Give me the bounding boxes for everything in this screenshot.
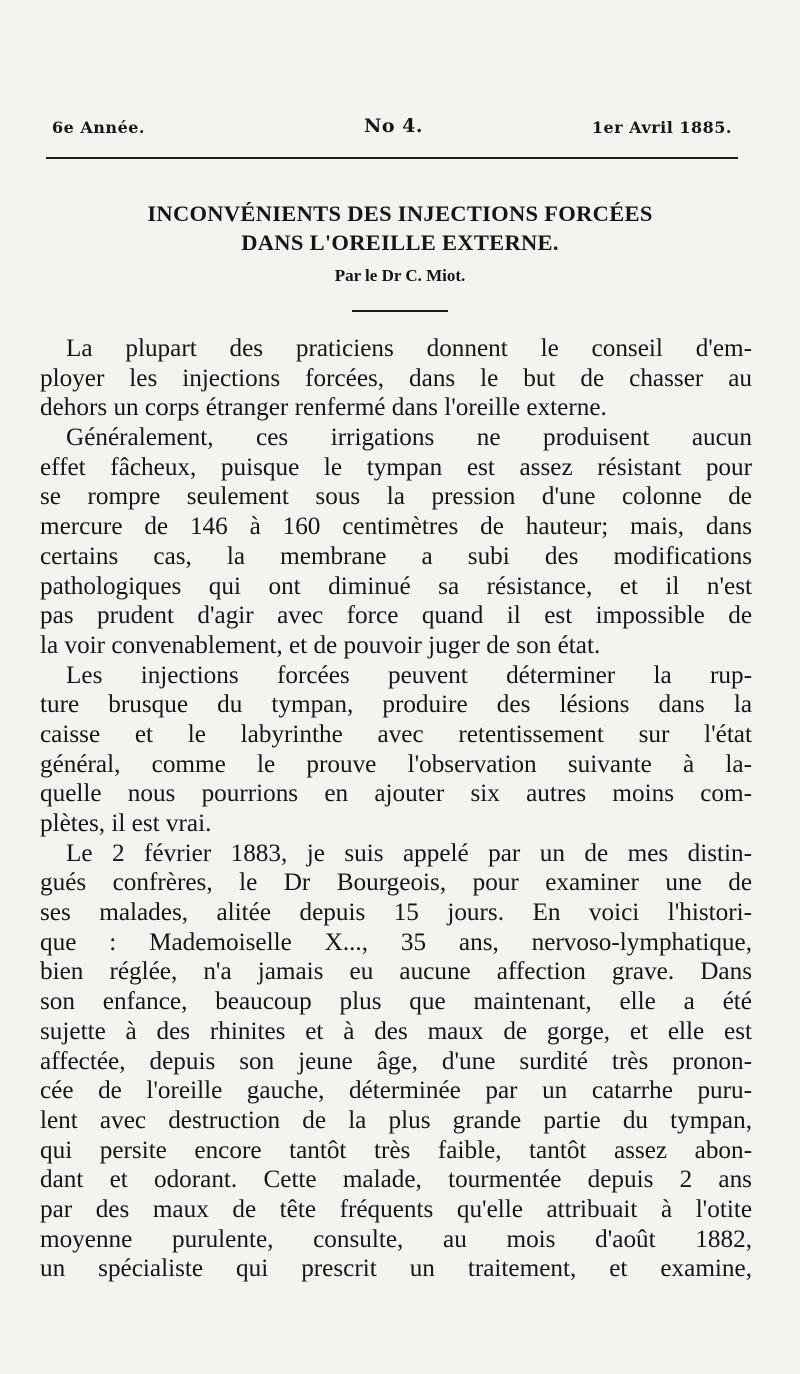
- body-line: la voir convenablement, et de pouvoir juger de son état.: [40, 631, 601, 659]
- body-line: caisse et le labyrinthe avec retentissement sur l'état: [40, 720, 752, 748]
- body-line: quelle nous pourrions en ajouter six autres moins com-: [40, 780, 752, 808]
- body-line: pathologiques qui ont diminué sa résistance, et il n'est: [40, 572, 752, 600]
- body-line: effet fâcheux, puisque le tympan est assez résistant pour: [40, 453, 752, 481]
- body-line: certains cas, la membrane a subi des modifications: [40, 542, 752, 570]
- body-line: Le 2 février 1883, je suis appelé par un de mes distin-: [66, 839, 752, 867]
- header-rule: [46, 157, 738, 159]
- body-line: général, comme le prouve l'observation suivante à la-: [40, 750, 752, 778]
- body-line: ployer les injections forcées, dans le but de chasser au: [40, 364, 752, 392]
- running-header: [52, 115, 732, 142]
- body-line: gués confrères, le Dr Bourgeois, pour examiner une de: [40, 869, 752, 897]
- body-line: mercure de 146 à 160 centimètres de hauteur; mais, dans: [40, 513, 752, 541]
- body-line: sujette à des rhinites et à des maux de gorge, et elle est: [40, 1017, 752, 1045]
- body-line: un spécialiste qui prescrit un traitement, et examine,: [40, 1255, 752, 1283]
- article-byline: Par le Dr C. Miot.: [334, 266, 466, 285]
- article-body: [40, 334, 752, 1284]
- body-line: affectée, depuis son jeune âge, d'une surdité très pronon-: [40, 1047, 752, 1075]
- issue-date: 1er Avril 1885.: [591, 118, 732, 137]
- body-line: cée de l'oreille gauche, déterminée par un catarrhe puru-: [40, 1077, 752, 1105]
- article-title-line-2: DANS L'OREILLE EXTERNE.: [241, 230, 559, 255]
- body-line: La plupart des praticiens donnent le conseil d'em-: [66, 335, 752, 362]
- body-line: Les injections forcées peuvent déterminer la rup-: [66, 661, 752, 689]
- body-line: dehors un corps étranger renfermé dans l'oreille externe.: [40, 394, 607, 422]
- body-line: ses malades, alitée depuis 15 jours. En voici l'histori-: [40, 899, 752, 927]
- body-line: moyenne purulente, consulte, au mois d'août 1882,: [40, 1225, 752, 1253]
- body-line: lent avec destruction de la plus grande partie du tympan,: [40, 1106, 752, 1134]
- body-line: plètes, il est vrai.: [40, 810, 212, 837]
- body-line: Généralement, ces irrigations ne produisent aucun: [66, 424, 752, 452]
- body-line: que : Mademoiselle X..., 35 ans, nervoso-lymphatique,: [40, 928, 752, 956]
- article-title-line-1: INCONVÉNIENTS DES INJECTIONS FORCÉES: [147, 201, 653, 226]
- title-separator-rule: [352, 310, 448, 312]
- issue-number: No 4.: [364, 115, 423, 137]
- volume-year: 6e Année.: [52, 118, 145, 137]
- body-line: qui persite encore tantôt très faible, tantôt assez abon-: [40, 1136, 752, 1164]
- body-line: bien réglée, n'a jamais eu aucune affection grave. Dans: [40, 958, 752, 986]
- body-line: ture brusque du tympan, produire des lésions dans la: [40, 691, 752, 719]
- body-line: se rompre seulement sous la pression d'une colonne de: [40, 483, 752, 511]
- body-line: son enfance, beaucoup plus que maintenant, elle a été: [40, 988, 752, 1016]
- body-line: pas prudent d'agir avec force quand il est impossible de: [40, 602, 752, 630]
- body-line: dant et odorant. Cette malade, tourmentée depuis 2 ans: [40, 1166, 752, 1194]
- body-line: par des maux de tête fréquents qu'elle attribuait à l'otite: [40, 1195, 752, 1223]
